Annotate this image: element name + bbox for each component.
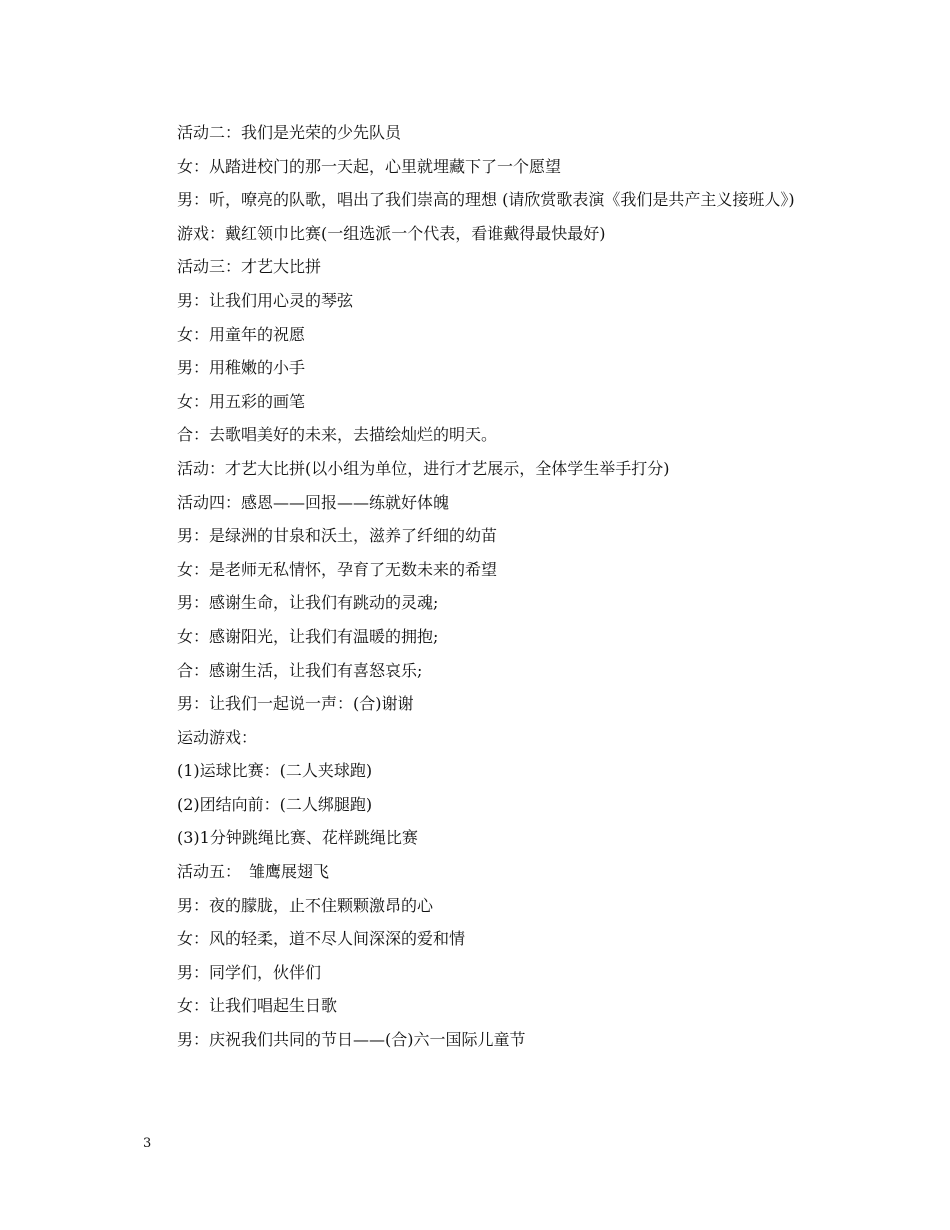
page-number: 3: [143, 1136, 152, 1151]
paragraph: 男：听，嘹亮的队歌，唱出了我们崇高的理想 (请欣赏歌表演《我们是共产主义接班人》): [177, 190, 795, 210]
paragraph: 女：用童年的祝愿: [177, 324, 306, 344]
paragraph: 女：感谢阳光，让我们有温暖的拥抱;: [177, 626, 439, 646]
document-body: [143, 116, 818, 1057]
paragraph: 男：夜的朦胧，止不住颗颗激昂的心: [177, 895, 434, 915]
paragraph: 女：用五彩的画笔: [177, 391, 306, 411]
paragraph: 游戏：戴红领巾比赛(一组选派一个代表，看谁戴得最快最好): [177, 223, 606, 243]
paragraph: 女：让我们唱起生日歌: [177, 996, 338, 1016]
paragraph: 活动五： 雏鹰展翅飞: [177, 862, 330, 882]
paragraph: 男：让我们用心灵的琴弦: [177, 290, 354, 310]
paragraph: 活动三：才艺大比拼: [177, 257, 322, 277]
paragraph: 女：风的轻柔，道不尽人间深深的爱和情: [177, 929, 466, 949]
paragraph: (3)1分钟跳绳比赛、花样跳绳比赛: [177, 828, 418, 848]
paragraph: 男：是绿洲的甘泉和沃土，滋养了纤细的幼苗: [177, 526, 498, 546]
paragraph: 合：感谢生活，让我们有喜怒哀乐;: [177, 660, 423, 680]
paragraph: 合：去歌唱美好的未来，去描绘灿烂的明天。: [177, 425, 498, 445]
paragraph: 活动四：感恩——回报——练就好体魄: [177, 492, 450, 512]
paragraph: 活动二：我们是光荣的少先队员: [177, 123, 402, 142]
paragraph: 男：用稚嫩的小手: [177, 358, 306, 378]
paragraph: 男：让我们一起说一声：(合)谢谢: [177, 694, 414, 714]
paragraph: 运动游戏：: [177, 727, 258, 747]
paragraph: 男：同学们，伙伴们: [177, 962, 322, 982]
paragraph: (1)运球比赛：(二人夹球跑): [177, 761, 373, 781]
paragraph: (2)团结向前：(二人绑腿跑): [177, 794, 373, 814]
paragraph: 女：是老师无私情怀，孕育了无数未来的希望: [177, 559, 498, 579]
paragraph: 女：从踏进校门的那一天起，心里就埋藏下了一个愿望: [177, 156, 562, 176]
paragraph: 活动：才艺大比拼(以小组为单位，进行才艺展示，全体学生举手打分): [177, 458, 670, 478]
paragraph: 男：庆祝我们共同的节日——(合)六一国际儿童节: [177, 1030, 526, 1050]
paragraph: 男：感谢生命，让我们有跳动的灵魂;: [177, 593, 439, 613]
